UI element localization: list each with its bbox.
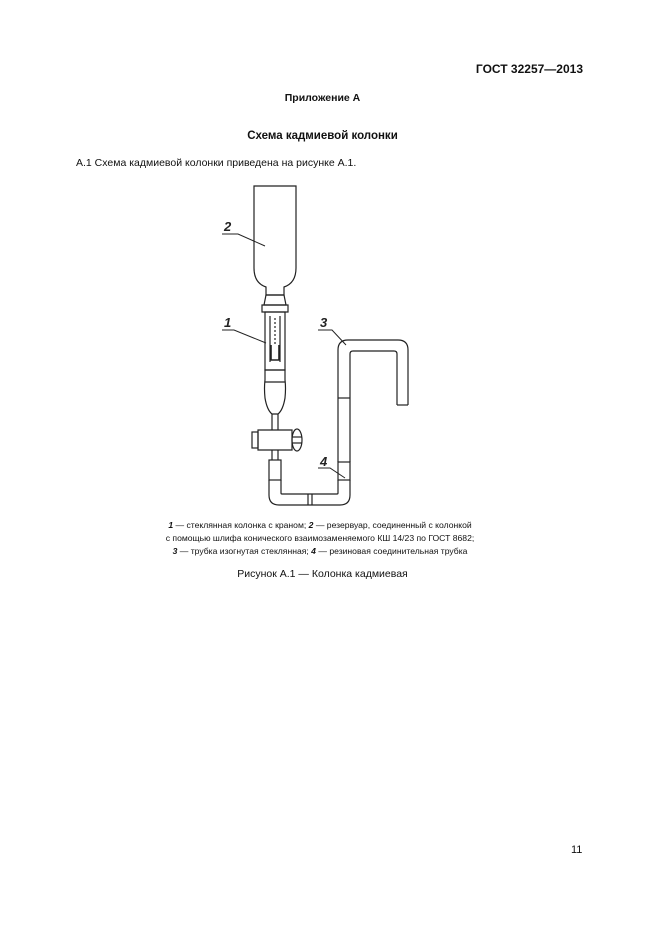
legend-line-3 [140, 545, 500, 558]
intro-text: А.1 Схема кадмиевой колонки приведена на рисунке А.1. [76, 157, 357, 169]
legend-num-1: 1 [168, 520, 174, 530]
section-title: Схема кадмиевой колонки [247, 130, 398, 142]
stopcock [252, 429, 302, 451]
callout-4: 4 [320, 454, 328, 469]
callout-3: 3 [320, 315, 328, 330]
page-number: 11 [571, 844, 583, 856]
callout-2: 2 [224, 219, 232, 234]
legend-text-2: — резервуар, соединенный с колонкой [313, 520, 472, 530]
callout-1: 1 [224, 315, 232, 330]
legend-num-2: 2 [308, 520, 314, 530]
reservoir [254, 186, 296, 295]
standard-code: ГОСТ 32257—2013 [475, 62, 583, 76]
legend-num-3: 3 [172, 546, 178, 556]
figure-caption: Рисунок А.1 — Колонка кадмиевая [237, 568, 408, 580]
legend-line-1 [140, 519, 500, 532]
legend-line-2: с помощью шлифа конического взаимозаменяемого КШ 14/23 по ГОСТ 8682; [165, 533, 475, 543]
legend-text-1: — стеклянная колонка с краном; [173, 520, 309, 530]
cadmium-column-diagram [200, 178, 430, 513]
legend-num-4: 4 [311, 546, 316, 556]
figure-legend [140, 519, 500, 558]
ground-joint [264, 295, 286, 305]
legend-text-4: — резиновая соединительная трубка [315, 546, 468, 556]
appendix-label: Приложение А [284, 92, 361, 104]
column-bulb [265, 370, 286, 414]
legend-text-3: — трубка изогнутая стеклянная; [177, 546, 312, 556]
glass-column [265, 312, 285, 370]
